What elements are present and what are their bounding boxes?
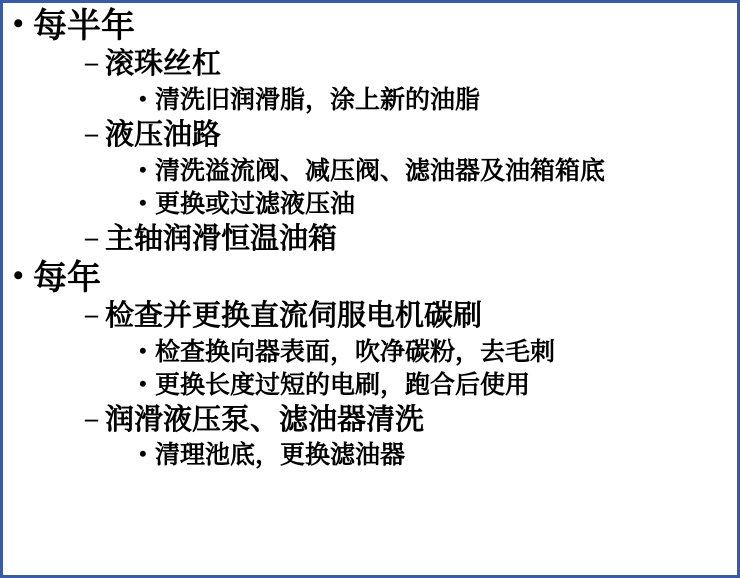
bullet-item-level3 [139, 84, 737, 117]
bullet-item-level1 [13, 259, 737, 298]
bullet-item-level3 [139, 188, 737, 221]
bullet-text: 检查并更换直流伺服电机碳刷 [105, 299, 483, 332]
bullet-text: 滚珠丝杠 [105, 48, 222, 81]
bullet-item-level2 [85, 46, 737, 84]
bullet-text: 液压油路 [105, 119, 222, 152]
bullet-marker-dot-icon: • [13, 7, 24, 40]
bullet-marker-dot-icon: • [13, 258, 24, 292]
bullet-marker-dash-icon: – [85, 48, 98, 78]
bullet-marker-dot-icon: • [139, 86, 147, 112]
bullet-text: 每年 [33, 259, 101, 297]
bullet-marker-dot-icon: • [139, 441, 147, 467]
bullet-text: 清洗旧润滑脂，涂上新的油脂 [155, 87, 481, 115]
bullet-marker-dot-icon: • [139, 337, 147, 363]
bullet-text: 检查换向器表面，吹净碳粉，去毛刺 [155, 338, 556, 366]
bullet-marker-dash-icon: – [85, 299, 98, 329]
slide-content [3, 3, 737, 472]
bullet-text: 更换长度过短的电刷，跑合后使用 [155, 371, 531, 399]
bullet-item-level3 [139, 439, 737, 472]
bullet-marker-dash-icon: – [85, 222, 98, 252]
bullet-marker-dash-icon: – [85, 403, 98, 433]
bullet-text: 清洗溢流阀、减压阀、滤油器及油箱箱底 [155, 157, 606, 185]
bullet-text: 清理池底，更换滤油器 [155, 442, 406, 470]
bullet-marker-dot-icon: • [139, 189, 147, 215]
bullet-text: 每半年 [33, 8, 135, 45]
bullet-item-level3 [139, 336, 737, 369]
bullet-text: 润滑液压泵、滤油器清洗 [105, 403, 425, 436]
bullet-item-level2 [85, 298, 737, 336]
bullet-item-level2 [85, 221, 737, 259]
bullet-item-level3 [139, 155, 737, 188]
bullet-item-level3 [139, 369, 737, 402]
bullet-text: 更换或过滤液压油 [155, 190, 356, 218]
bullet-item-level2 [85, 402, 737, 440]
bullet-text: 主轴润滑恒温油箱 [105, 222, 338, 255]
bullet-marker-dot-icon: • [139, 370, 147, 396]
bullet-marker-dot-icon: • [139, 156, 147, 182]
bullet-item-level1 [13, 7, 737, 46]
bullet-item-level2 [85, 117, 737, 155]
bullet-marker-dash-icon: – [85, 119, 98, 149]
